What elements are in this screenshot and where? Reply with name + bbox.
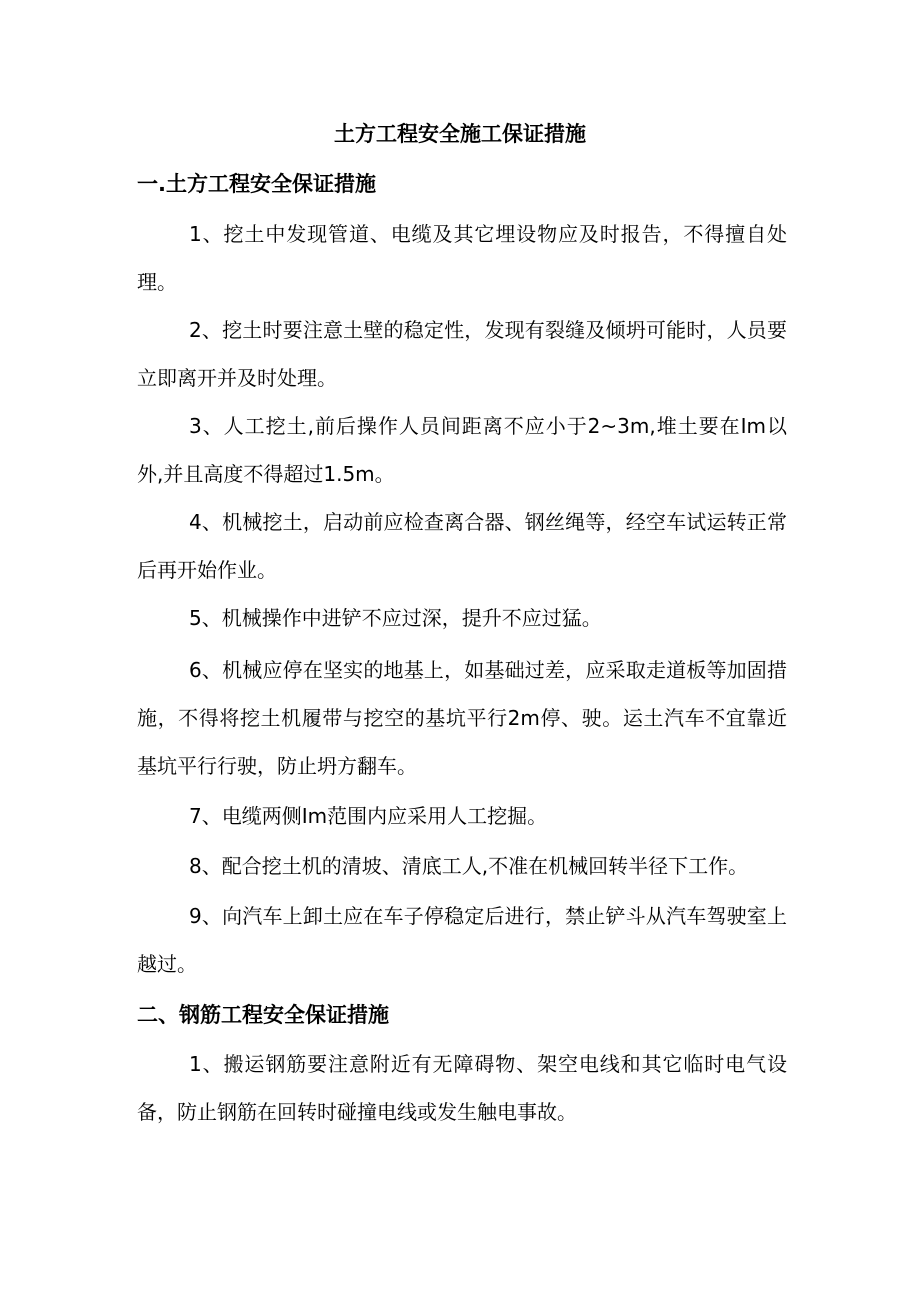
earthwork-item-5: 5、机械操作中进铲不应过深，提升不应过猛。 — [189, 606, 602, 630]
section-heading-rebar: 二、钢筋工程安全保证措施 — [137, 1003, 389, 1027]
earthwork-item-4: 4、机械挖土，启动前应检查离合器、钢丝绳等，经空车试运转正常后再开始作业。 — [137, 510, 787, 582]
earthwork-item-7: 7、电缆两侧Im范围内应采用人工挖掘。 — [189, 804, 548, 828]
earthwork-item-2: 2、挖土时要注意土壁的稳定性，发现有裂缝及倾坍可能时，人员要立即离开并及时处理。 — [137, 318, 787, 390]
rebar-item-1: 1、搬运钢筋要注意附近有无障碍物、架空电线和其它临时电气设备，防止钢筋在回转时碰撞电线或发生触电事故。 — [137, 1052, 787, 1124]
earthwork-item-3: 3、人工挖土,前后操作人员间距离不应小于2~3m,堆土要在Im以外,并且高度不得超过1.5m。 — [137, 414, 787, 486]
earthwork-item-8: 8、配合挖土机的清坡、清底工人,不准在机械回转半径下工作。 — [189, 854, 749, 878]
earthwork-item-1: 1、挖土中发现管道、电缆及其它埋设物应及时报告，不得擅自处理。 — [137, 222, 787, 294]
document-title: 土方工程安全施工保证措施 — [334, 122, 586, 146]
earthwork-item-9: 9、向汽车上卸土应在车子停稳定后进行，禁止铲斗从汽车驾驶室上越过。 — [137, 904, 787, 976]
section-heading-earthwork: 一.土方工程安全保证措施 — [137, 172, 376, 196]
earthwork-item-6: 6、机械应停在坚实的地基上，如基础过差，应采取走道板等加固措施，不得将挖土机履带与挖空的基坑平行2m停、驶。运土汽车不宜靠近基坑平行行驶，防止坍方翻车。 — [137, 658, 787, 778]
